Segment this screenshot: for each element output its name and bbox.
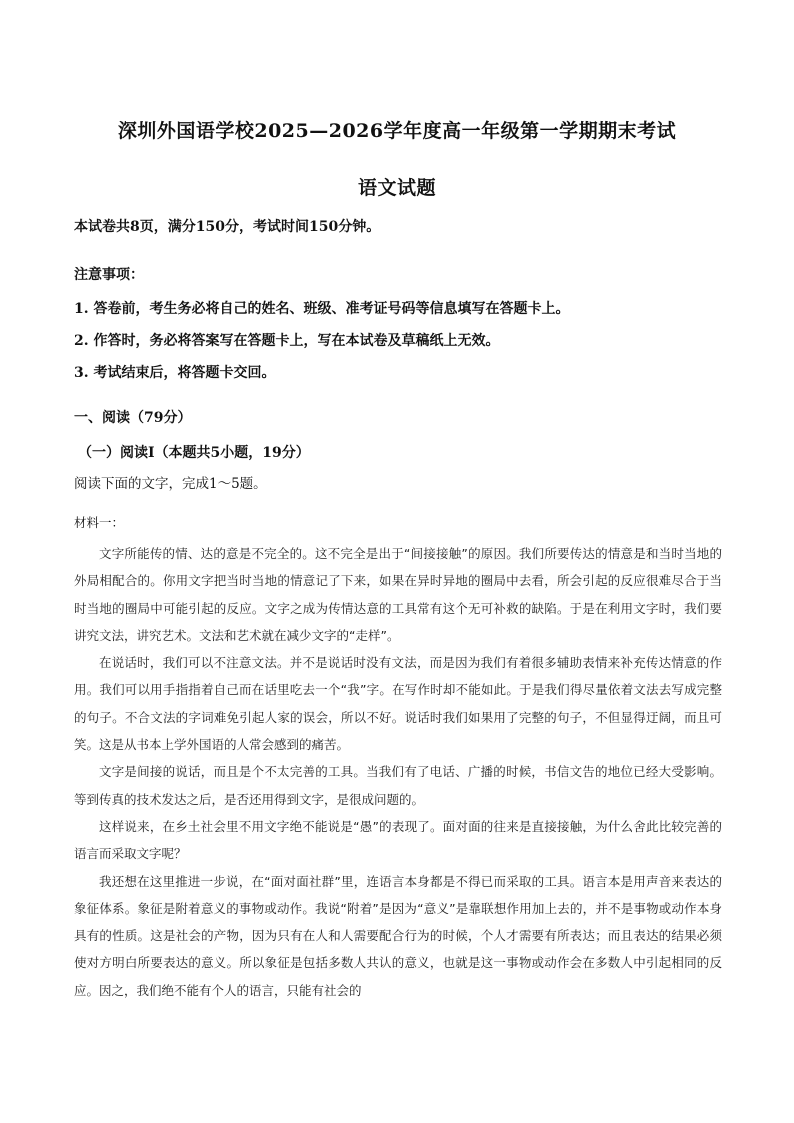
note-item: 1. 答卷前，考生务必将自己的姓名、班级、准考证号码等信息填写在答题卡上。 <box>74 301 570 317</box>
material-paragraph: 这样说来，在乡土社会里不用文字绝不能说是“愚”的表现了。面对面的往来是直接接触，为什么舍此比较完善的语言而采取文字呢？ <box>74 818 722 862</box>
subject-title: 语文试题 <box>357 177 436 199</box>
notes-heading: 注意事项： <box>74 267 144 283</box>
section-heading: 一、阅读（79分） <box>74 410 192 426</box>
material-paragraph: 文字所能传的情、达的意是不完全的。这不完全是出于“间接接触”的原因。我们所要传达的情意是和当时当地的外局相配合的。你用文字把当时当地的情意记了下来，如果在异时异地的圈局中去看，所会引起的反应很难尽合于当时当地的圈局中可能引起的反应。文字之成为传情达意的工具常有这个无可补救的缺陷。于是在利用文字时，我们要讲究文法，讲究艺术。文法和艺术就在减少文字的“走样”。 <box>74 546 722 643</box>
material-paragraph: 文字是间接的说话，而且是个不太完善的工具。当我们有了电话、广播的时候，书信文告的地位已经大受影响。等到传真的技术发达之后，是否还用得到文字，是很成问题的。 <box>74 764 722 807</box>
subsection-heading: （一）阅读Ⅰ（本题共5小题，19分） <box>78 445 310 461</box>
exam-info: 本试卷共8页，满分150分，考试时间150分钟。 <box>74 219 381 235</box>
note-item: 3. 考试结束后，将答题卡交回。 <box>74 365 276 381</box>
note-item: 2. 作答时，务必将答案写在答题卡上，写在本试卷及草稿纸上无效。 <box>74 333 500 349</box>
exam-title: 深圳外国语学校2025—2026学年度高一年级第一学期期末考试 <box>117 120 677 142</box>
section-instruction: 阅读下面的文字，完成1～5题。 <box>74 476 267 492</box>
material-paragraph: 在说话时，我们可以不注意文法。并不是说话时没有文法，而是因为我们有着很多辅助表情来补充传达情意的作用。我们可以用手指指着自己而在话里吃去一个“我”字。在写作时却不能如此。于是我们得尽量依着文法去写成完整的句子。不合文法的字词难免引起人家的误会，所以不好。说话时我们如果用了完整的句子，不但显得迂阔，而且可笑。这是从书本上学外国语的人常会感到的痛苦。 <box>74 655 722 753</box>
material-paragraph: 我还想在这里推进一步说，在“面对面社群”里，连语言本身都是不得已而采取的工具。语言本是用声音来表达的象征体系。象征是附着意义的事物或动作。我说“附着”是因为“意义”是靠联想作用加上去的，并不是事物或动作本身具有的性质。这是社会的产物，因为只有在人和人需要配合行为的时候，个人才需要有所表达；而且表达的结果必须使对方明白所要表达的意义。所以象征是包括多数人共认的意义，也就是这一事物或动作会在多数人中引起相同的反应。因之，我们绝不能有个人的语言，只能有社会的 <box>74 873 722 998</box>
material-label: 材料一： <box>74 515 125 530</box>
material-body <box>74 540 722 1004</box>
